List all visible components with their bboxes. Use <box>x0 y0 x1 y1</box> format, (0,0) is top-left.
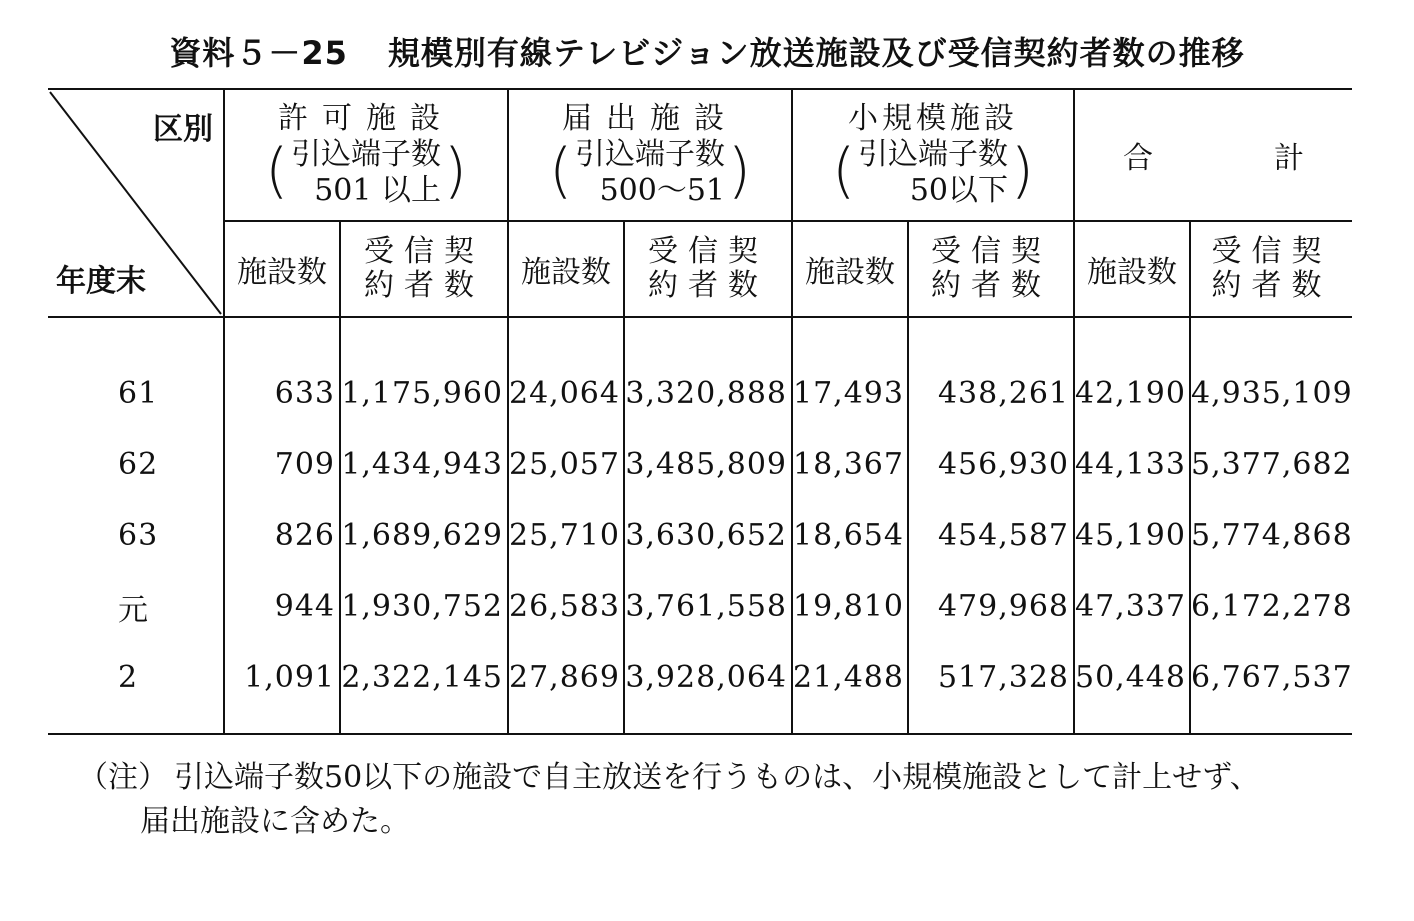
table-cell: 25,057 <box>508 429 624 500</box>
footnote-line1: 引込端子数50以下の施設で自主放送を行うものは、小規模施設として計上せず、 <box>174 760 1260 795</box>
footnote-tag: （注） <box>78 760 168 795</box>
table-cell: 944 <box>224 571 340 642</box>
corner-header <box>48 89 224 317</box>
table-cell: 1,434,943 <box>340 429 508 500</box>
table-cell: 44,133 <box>1074 429 1190 500</box>
data-table <box>48 88 1352 735</box>
table-cell: 24,064 <box>508 317 624 429</box>
table-cell: 517,328 <box>908 642 1074 734</box>
table-cell: 50,448 <box>1074 642 1190 734</box>
col-header-facilities: 施設数 <box>792 221 908 317</box>
table-cell: 633 <box>224 317 340 429</box>
table-cell: 18,654 <box>792 500 908 571</box>
footnote-line2: 届出施設に含めた。 <box>140 804 410 839</box>
col-header-subscribers: 受信契 約者数 <box>908 221 1074 317</box>
table-cell: 27,869 <box>508 642 624 734</box>
table-cell: 1,689,629 <box>340 500 508 571</box>
table-row <box>48 571 1352 642</box>
group-header-notified: 届出施設 ( 引込端子数 500～51 ) <box>508 89 792 221</box>
year-cell: 元 <box>118 592 149 628</box>
col-header-subscribers: 受信契 約者数 <box>340 221 508 317</box>
col-header-subscribers: 受信契 約者数 <box>624 221 792 317</box>
table-row <box>48 429 1352 500</box>
table-cell: 47,337 <box>1074 571 1190 642</box>
col-header-facilities: 施設数 <box>224 221 340 317</box>
table-cell: 18,367 <box>792 429 908 500</box>
table-cell: 1,930,752 <box>340 571 508 642</box>
table-cell: 17,493 <box>792 317 908 429</box>
table-cell: 454,587 <box>908 500 1074 571</box>
col-header-facilities: 施設数 <box>508 221 624 317</box>
group-header-licensed: 許可施設 ( 引込端子数 501 以上 ) <box>224 89 508 221</box>
table-cell: 3,761,558 <box>624 571 792 642</box>
year-cell: 63 <box>118 518 159 553</box>
table-cell: 456,930 <box>908 429 1074 500</box>
table-cell: 5,377,682 <box>1190 429 1352 500</box>
footnote <box>78 756 1260 844</box>
table-cell: 19,810 <box>792 571 908 642</box>
group-header-total: 合 計 <box>1074 89 1352 221</box>
table-cell: 26,583 <box>508 571 624 642</box>
group-header-small: 小規模施設 ( 引込端子数 50以下 ) <box>792 89 1074 221</box>
table-cell: 2,322,145 <box>340 642 508 734</box>
table-cell: 42,190 <box>1074 317 1190 429</box>
corner-category-label: 区別 <box>153 112 213 147</box>
table-cell: 1,175,960 <box>340 317 508 429</box>
table-cell: 45,190 <box>1074 500 1190 571</box>
table-cell: 5,774,868 <box>1190 500 1352 571</box>
table-row <box>48 500 1352 571</box>
table-cell: 3,630,652 <box>624 500 792 571</box>
year-cell: 61 <box>118 376 159 411</box>
table-cell: 25,710 <box>508 500 624 571</box>
title-label: 資料５－25 <box>169 34 348 72</box>
year-cell: 62 <box>118 447 159 482</box>
table-cell: 3,928,064 <box>624 642 792 734</box>
table-cell: 709 <box>224 429 340 500</box>
table-cell: 6,172,278 <box>1190 571 1352 642</box>
table-cell: 438,261 <box>908 317 1074 429</box>
table-row <box>48 642 1352 734</box>
table-cell: 6,767,537 <box>1190 642 1352 734</box>
table-row <box>48 317 1352 429</box>
year-cell: 2 <box>48 642 224 734</box>
page-title <box>0 28 1414 74</box>
table-cell: 1,091 <box>224 642 340 734</box>
col-header-subscribers: 受信契 約者数 <box>1190 221 1352 317</box>
table-cell: 479,968 <box>908 571 1074 642</box>
table-cell: 3,485,809 <box>624 429 792 500</box>
col-header-facilities: 施設数 <box>1074 221 1190 317</box>
title-text: 規模別有線テレビジョン放送施設及び受信契約者数の推移 <box>387 34 1245 72</box>
table-cell: 4,935,109 <box>1190 317 1352 429</box>
corner-year-label: 年度末 <box>56 264 146 299</box>
table-cell: 21,488 <box>792 642 908 734</box>
table-cell: 3,320,888 <box>624 317 792 429</box>
table-cell: 826 <box>224 500 340 571</box>
